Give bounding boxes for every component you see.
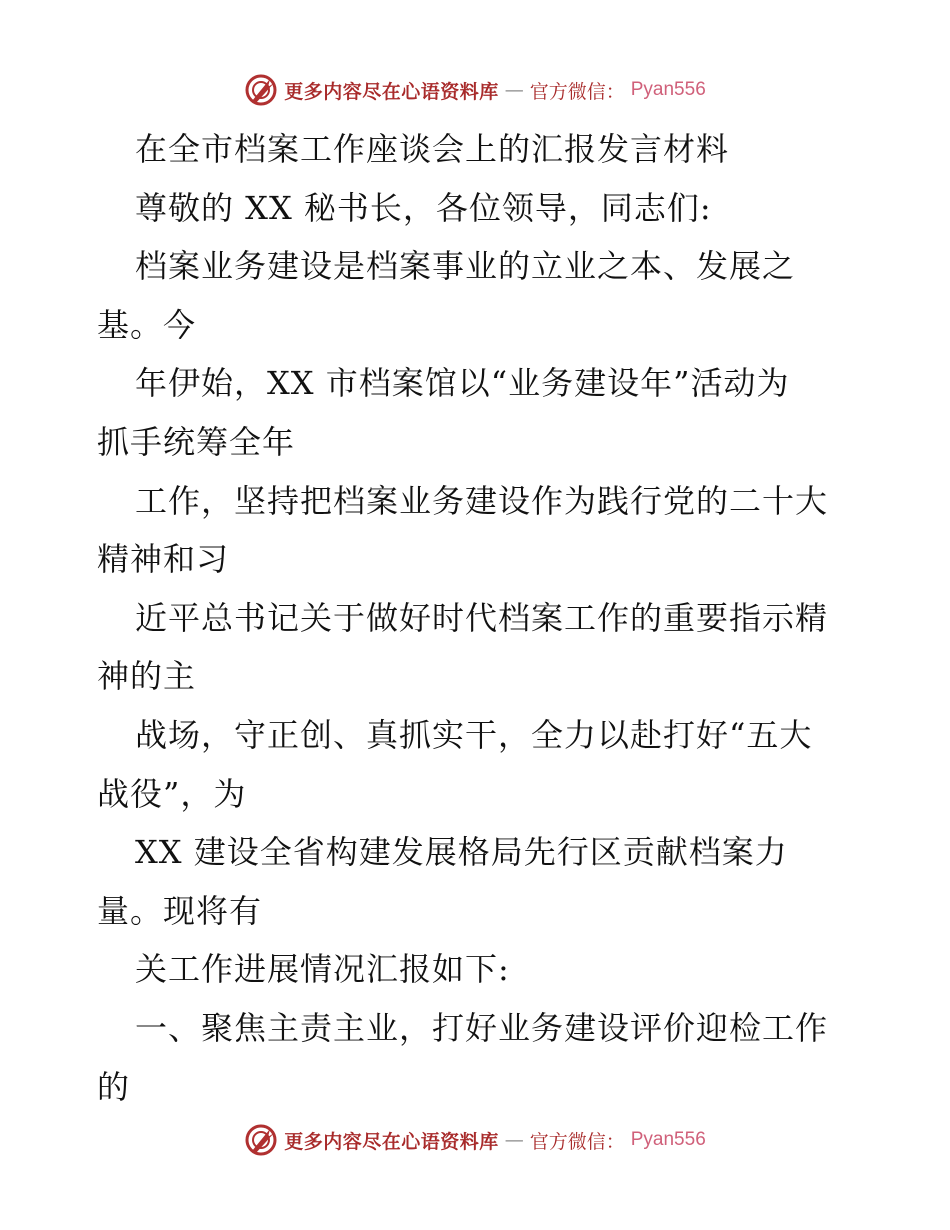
paragraph-line: 精神和习 xyxy=(97,540,230,579)
paragraph-line: 工作，坚持把档案业务建设作为践行党的二十大 xyxy=(135,481,829,520)
section-heading-line: 一、聚焦主责主业，打好业务建设评价迎检工作 xyxy=(135,1008,829,1047)
paragraph-line: 年伊始，XX 市档案馆以“业务建设年”活动为 xyxy=(135,364,790,403)
paragraph-line: 近平总书记关于做好时代档案工作的重要指示精 xyxy=(135,598,829,637)
header-banner xyxy=(0,70,950,110)
document-title: 在全市档案工作座谈会上的汇报发言材料 xyxy=(135,130,730,168)
quill-logo-icon xyxy=(244,1123,278,1157)
section-heading-line: 的 xyxy=(97,1067,131,1106)
banner-text: 更多内容尽在心语资料库 xyxy=(284,1130,499,1153)
document-body xyxy=(97,120,867,1116)
banner-separator: — xyxy=(504,79,524,101)
banner-wechat-id: Pyan556 xyxy=(630,79,706,100)
paragraph-line: 战场，守正创、真抓实干，全力以赴打好“五大 xyxy=(135,715,813,754)
paragraph-line: 量。现将有 xyxy=(97,891,263,930)
banner-separator: — xyxy=(504,1129,524,1151)
quill-logo-icon xyxy=(244,73,278,107)
paragraph-line: 战役”，为 xyxy=(97,774,247,813)
paragraph-line: 档案业务建设是档案事业的立业之本、发展之 xyxy=(135,247,796,286)
paragraph-line: 神的主 xyxy=(97,657,197,696)
paragraph-line: 关工作进展情况汇报如下: xyxy=(135,950,510,989)
banner-wechat-label: 官方微信： xyxy=(529,80,625,103)
banner-text: 更多内容尽在心语资料库 xyxy=(284,80,499,103)
footer-banner xyxy=(0,1120,950,1160)
banner-wechat-label: 官方微信： xyxy=(529,1130,625,1153)
paragraph-line: 基。今 xyxy=(97,305,197,344)
salutation: 尊敬的 XX 秘书长，各位领导，同志们: xyxy=(135,188,712,227)
banner-wechat-id: Pyan556 xyxy=(630,1129,706,1150)
paragraph-line: 抓手统筹全年 xyxy=(97,422,296,461)
paragraph-line: XX 建设全省构建发展格局先行区贡献档案力 xyxy=(135,833,788,872)
